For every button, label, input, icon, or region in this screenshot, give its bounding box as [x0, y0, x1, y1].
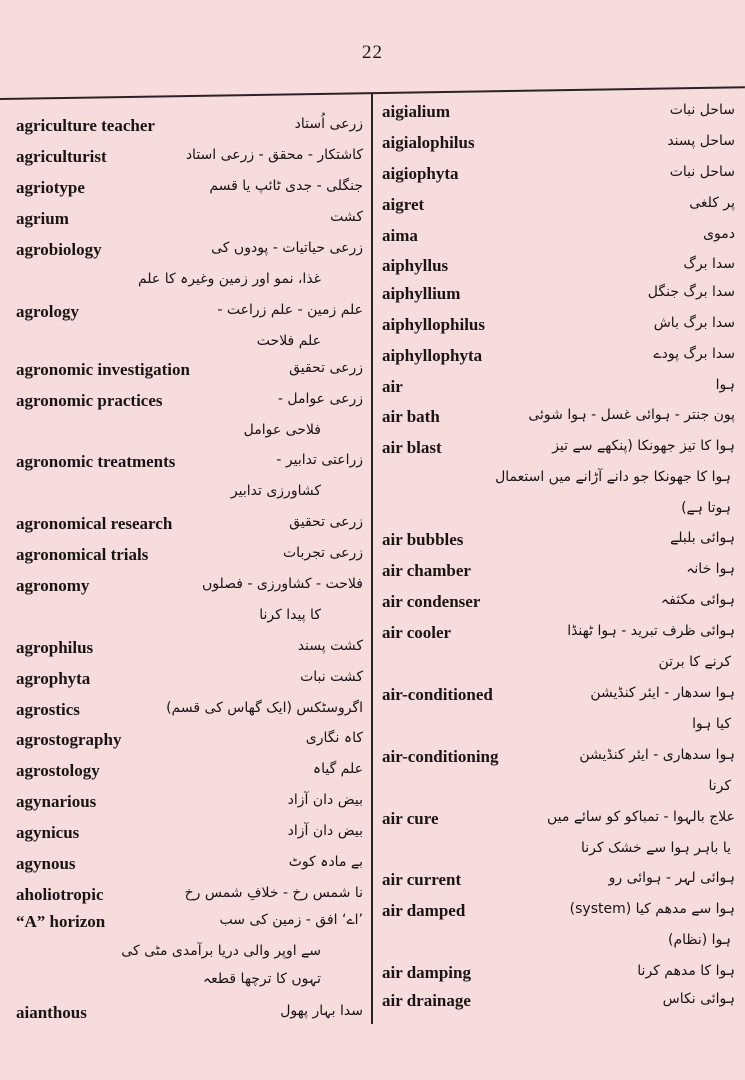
entry-term: air-conditioning [382, 747, 499, 766]
entry-gloss: ہوا کا مدھم کرنا [637, 963, 735, 979]
entry-gloss: ہوائی ظرف تبرید - ہوا ٹھنڈا [567, 623, 735, 639]
entry-gloss-continuation: ہوتا ہے) [681, 500, 731, 516]
column-divider [371, 94, 373, 1024]
entry-term: air damped [382, 901, 466, 920]
page-number: 22 [362, 42, 383, 63]
entry-term: air cure [382, 809, 439, 828]
entry-gloss-continuation: سے اوپر والی دریا برآمدی مٹی کی [121, 943, 321, 959]
entry-gloss: ہوا سے مدھم کیا (system) [569, 901, 735, 917]
entry-gloss: سدا برگ [683, 256, 735, 272]
entry-term: air bubbles [382, 530, 464, 549]
entry-gloss: فلاحت - کشاورزی - فصلوں [202, 576, 363, 592]
entry-gloss: اگروسٹکس (ایک گھاس کی قسم) [166, 700, 363, 716]
entry-gloss: ساحل نبات [669, 164, 735, 180]
entry-gloss: ہوائی مکثفہ [660, 592, 735, 608]
entry-term: aigiophyta [382, 164, 459, 183]
entry-gloss: ہوائی نکاس [662, 991, 735, 1007]
entry-term: agriculture teacher [16, 116, 155, 135]
entry-term: aiphyllus [382, 256, 449, 275]
entry-term: agronomy [16, 576, 90, 595]
entry-gloss: کاشتکار - محقق - زرعی استاد [185, 147, 363, 163]
entry-gloss: ہوا سدھار - ایئر کنڈیشن [590, 685, 735, 701]
entry-gloss: زرعی عوامل - [277, 391, 363, 407]
entry-gloss: زرعی اُستاد [294, 116, 363, 132]
entry-gloss: بیض دان آزاد [287, 792, 363, 808]
entry-term: agrophilus [16, 638, 94, 657]
entry-term: air damping [382, 963, 471, 982]
entry-gloss: سدا برگ باش [653, 315, 735, 331]
entry-term: aiphyllophilus [382, 315, 486, 334]
entry-gloss: زرعی تجربات [283, 545, 363, 561]
entry-gloss: جنگلی - جدی ٹائپ یا قسم [209, 178, 363, 194]
entry-term: agrobiology [16, 240, 102, 259]
entry-gloss: زراعتی تدابیر - [276, 452, 363, 468]
entry-gloss-continuation: ہوا کا جھونکا جو دانے آڑانے میں استعمال [495, 469, 731, 485]
entry-gloss: سدا برگ پودے [653, 346, 735, 362]
entry-gloss-continuation: ہوا (نظام) [667, 932, 731, 948]
entry-term: air [382, 377, 403, 396]
entry-term: air drainage [382, 991, 471, 1010]
entry-gloss: کشت نبات [300, 669, 363, 685]
entry-term: agrology [16, 302, 79, 321]
entry-gloss: ہوا [715, 377, 735, 393]
entry-term: air blast [382, 438, 442, 457]
entry-gloss: نا شمس رخ - خلافِ شمس رخ [184, 885, 363, 901]
entry-gloss-continuation: کرنے کا برتن [658, 654, 731, 670]
entry-term: aigialophilus [382, 133, 475, 152]
entry-term: agronomic treatments [16, 452, 176, 471]
entry-term: aigret [382, 195, 425, 214]
entry-gloss: ساحل پسند [667, 133, 735, 149]
entry-gloss: ’اے‘ افق - زمین کی سب [219, 912, 363, 928]
entry-term: agrostography [16, 730, 122, 749]
entry-gloss: علم زمین - علم زراعت - [217, 302, 363, 318]
entry-gloss: سدا برگ جنگل [647, 284, 735, 300]
entry-gloss: ساحل نبات [669, 102, 735, 118]
entry-gloss: زرعی تحقیق [289, 360, 363, 376]
entry-gloss-continuation: تہوں کا ترچھا قطعہ [202, 971, 321, 987]
entry-gloss-continuation: یا باہر ہوا سے خشک کرنا [581, 840, 731, 856]
entry-gloss-continuation: فلاحی عوامل [243, 422, 321, 438]
entry-gloss: بے مادہ کوٹ [288, 854, 363, 870]
entry-gloss: ہوائی لہر - ہوائی رو [608, 870, 735, 886]
entry-gloss: ہوا سدھاری - ایئر کنڈیشن [579, 747, 735, 763]
entry-term: “A” horizon [16, 912, 106, 931]
entry-gloss-continuation: کیا ہوا [692, 716, 731, 732]
entry-gloss: ہوا کا تیز جھونکا (پنکھے سے تیز [552, 438, 735, 454]
entry-term: agrium [16, 209, 69, 228]
entry-term: air chamber [382, 561, 471, 580]
entry-term: aigialium [382, 102, 451, 121]
entry-term: aima [382, 226, 418, 245]
entry-gloss-continuation: کا پیدا کرنا [259, 607, 321, 623]
entry-term: air cooler [382, 623, 452, 642]
entry-gloss: دموی [703, 226, 735, 242]
entry-term: air bath [382, 407, 440, 426]
entry-term: agrostics [16, 700, 80, 719]
entry-term: aiphyllophyta [382, 346, 483, 365]
entry-term: agronomical research [16, 514, 173, 533]
entry-gloss-continuation: علم فلاحت [256, 333, 321, 349]
entry-term: agynicus [16, 823, 80, 842]
entry-term: aiphyllium [382, 284, 461, 303]
entry-gloss: ہوائی بلبلے [670, 530, 735, 546]
entry-gloss: زرعی حیاتیات - پودوں کی [211, 240, 363, 256]
entry-gloss: بیض دان آزاد [287, 823, 363, 839]
entry-term: aianthous [16, 1003, 87, 1022]
entry-gloss-continuation: غذا، نمو اور زمین وغیرہ کا علم [137, 271, 321, 287]
entry-term: air-conditioned [382, 685, 493, 704]
entry-term: air current [382, 870, 462, 889]
entry-term: agronomic practices [16, 391, 163, 410]
entry-term: agronomic investigation [16, 360, 190, 379]
entry-gloss: کشت [330, 209, 363, 225]
entry-gloss-continuation: کشاورزی تدابیر [230, 483, 321, 499]
entry-gloss: سدا بہار پھول [280, 1003, 363, 1019]
entry-gloss: علاج بالہوا - تمباکو کو سائے میں [546, 809, 735, 825]
entry-gloss: پر کلغی [689, 195, 735, 211]
entry-term: agynous [16, 854, 76, 873]
entry-term: agronomical trials [16, 545, 149, 564]
entry-term: aholiotropic [16, 885, 104, 904]
entry-gloss: کشت پسند [297, 638, 363, 654]
entry-gloss: ہوا خانہ [686, 561, 735, 577]
entry-gloss: پون جنتر - ہوائی غسل - ہوا شوئی [528, 407, 735, 423]
entry-term: agrophyta [16, 669, 91, 688]
entry-term: agriculturist [16, 147, 107, 166]
entry-term: agrostology [16, 761, 100, 780]
entry-term: air condenser [382, 592, 481, 611]
entry-term: agriotype [16, 178, 85, 197]
entry-gloss-continuation: کرنا [708, 778, 731, 794]
entry-gloss: علم گیاہ [312, 761, 363, 777]
entry-term: agynarious [16, 792, 97, 811]
entry-gloss: زرعی تحقیق [289, 514, 363, 530]
entry-gloss: کاہ نگاری [305, 730, 363, 746]
